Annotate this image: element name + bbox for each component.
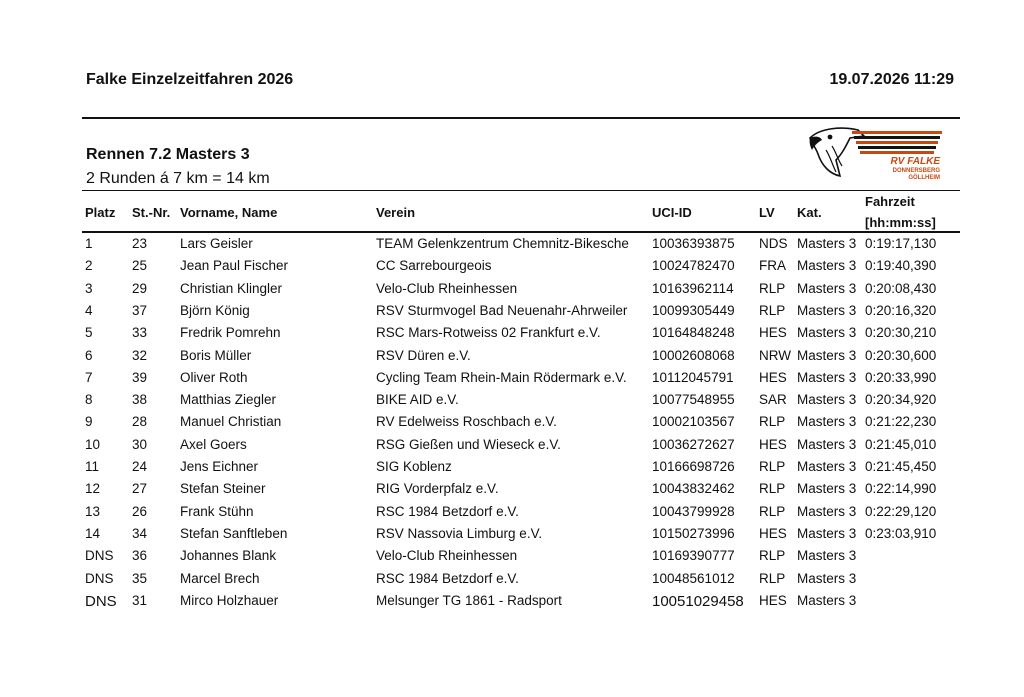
cell-platz: 9	[85, 414, 93, 430]
table-row	[0, 370, 1024, 392]
column-header-time-line1: Fahrzeit	[865, 194, 915, 209]
cell-platz: DNS	[85, 548, 114, 564]
cell-stnr: 36	[132, 548, 148, 564]
cell-platz: DNS	[85, 592, 117, 610]
cell-name: Björn König	[180, 302, 250, 318]
cell-stnr: 34	[132, 525, 148, 541]
cell-kat: Masters 3	[797, 503, 857, 519]
cell-time: 0:19:40,390	[865, 258, 937, 274]
cell-platz: 7	[85, 369, 93, 385]
cell-platz: 11	[85, 459, 100, 474]
cell-stnr: 31	[132, 592, 148, 608]
eagle-head-shape	[810, 128, 864, 176]
cell-uci: 10099305449	[652, 302, 735, 318]
cell-kat: Masters 3	[797, 258, 857, 274]
cell-uci: 10048561012	[652, 570, 735, 586]
column-header-stnr: St.-Nr.	[132, 205, 171, 220]
cell-uci: 10166698726	[652, 459, 735, 474]
table-row	[0, 459, 1024, 481]
cell-name: Jean Paul Fischer	[180, 258, 289, 274]
cell-uci: 10036393875	[652, 236, 735, 251]
cell-uci: 10024782470	[652, 258, 735, 274]
cell-verein: RV Edelweiss Roschbach e.V.	[376, 414, 557, 430]
cell-uci: 10164848248	[652, 325, 735, 341]
cell-stnr: 27	[132, 481, 148, 497]
cell-kat: Masters 3	[797, 280, 857, 296]
document-title: Falke Einzelzeitfahren 2026	[86, 71, 294, 88]
table-row	[0, 258, 1024, 280]
cell-lv: RLP	[759, 548, 786, 564]
cell-platz: 3	[85, 280, 93, 296]
cell-name: Jens Eichner	[180, 459, 259, 474]
cell-kat: Masters 3	[797, 325, 857, 341]
cell-uci: 10163962114	[652, 280, 734, 296]
cell-uci: 10077548955	[652, 392, 735, 408]
cell-name: Matthias Ziegler	[180, 392, 277, 408]
logo-stripe-5	[860, 151, 934, 154]
logo-stripe-3	[856, 141, 938, 144]
table-row	[0, 526, 1024, 548]
cell-time: 0:21:45,450	[865, 459, 937, 474]
column-header-kat: Kat.	[797, 205, 822, 220]
cell-uci: 10051029458	[652, 592, 744, 610]
logo-text-main: RV FALKE	[890, 156, 940, 167]
cell-lv: RLP	[759, 459, 786, 474]
cell-name: Marcel Brech	[180, 570, 260, 586]
cell-name: Manuel Christian	[180, 414, 282, 430]
cell-uci: 10169390777	[652, 548, 735, 564]
cell-time: 0:20:30,600	[865, 347, 937, 363]
cell-kat: Masters 3	[797, 570, 857, 586]
cell-stnr: 35	[132, 570, 148, 586]
cell-kat: Masters 3	[797, 369, 857, 385]
cell-verein: RSG Gießen und Wieseck e.V.	[376, 436, 561, 452]
cell-lv: HES	[759, 525, 787, 541]
cell-stnr: 24	[132, 459, 148, 474]
cell-kat: Masters 3	[797, 592, 857, 608]
table-header-bottom-rule	[82, 231, 960, 233]
cell-time: 0:21:22,230	[865, 414, 937, 430]
cell-name: Stefan Steiner	[180, 481, 266, 497]
cell-name: Johannes Blank	[180, 548, 277, 564]
cell-verein: Velo-Club Rheinhessen	[376, 280, 518, 296]
table-row	[0, 593, 1024, 615]
cell-verein: Velo-Club Rheinhessen	[376, 548, 518, 564]
logo-stripe-2	[854, 136, 940, 139]
cell-stnr: 32	[132, 347, 148, 363]
cell-uci: 10002103567	[652, 414, 735, 430]
cell-name: Axel Goers	[180, 436, 247, 452]
cell-lv: RLP	[759, 302, 786, 318]
table-row	[0, 504, 1024, 526]
column-header-name: Vorname, Name	[180, 205, 278, 220]
cell-verein: TEAM Gelenkzentrum Chemnitz-Bikesche	[376, 236, 629, 251]
table-row	[0, 392, 1024, 414]
cell-kat: Masters 3	[797, 459, 857, 474]
cell-lv: HES	[759, 436, 787, 452]
cell-uci: 10002608068	[652, 347, 735, 363]
cell-platz: 14	[85, 525, 101, 541]
table-row	[0, 571, 1024, 593]
table-row	[0, 303, 1024, 325]
cell-platz: 13	[85, 503, 101, 519]
column-header-time-line2: [hh:mm:ss]	[865, 215, 936, 230]
cell-stnr: 38	[132, 392, 148, 408]
cell-time: 0:22:14,990	[865, 481, 937, 497]
cell-platz: 2	[85, 258, 93, 274]
cell-kat: Masters 3	[797, 347, 857, 363]
cell-verein: RSV Düren e.V.	[376, 347, 471, 363]
cell-name: Boris Müller	[180, 347, 252, 363]
table-row	[0, 281, 1024, 303]
cell-verein: Cycling Team Rhein-Main Rödermark e.V.	[376, 369, 627, 385]
cell-verein: RSC Mars-Rotweiss 02 Frankfurt e.V.	[376, 325, 601, 341]
cell-time: 0:19:17,130	[865, 236, 937, 251]
cell-stnr: 26	[132, 503, 148, 519]
cell-kat: Masters 3	[797, 392, 857, 408]
cell-platz: 1	[85, 236, 93, 251]
cell-platz: 10	[85, 436, 101, 452]
cell-time: 0:22:29,120	[865, 503, 937, 519]
cell-time: 0:20:16,320	[865, 302, 937, 318]
cell-time: 0:20:34,920	[865, 392, 937, 408]
cell-lv: HES	[759, 369, 787, 385]
cell-kat: Masters 3	[797, 548, 857, 564]
cell-platz: 12	[85, 481, 101, 497]
logo-stripe-1	[852, 131, 942, 134]
table-row	[0, 437, 1024, 459]
table-row	[0, 481, 1024, 503]
cell-time: 0:20:30,210	[865, 325, 937, 341]
cell-stnr: 29	[132, 280, 148, 296]
column-header-lv: LV	[759, 205, 775, 220]
table-header-top-rule	[82, 190, 960, 191]
cell-uci: 10112045791	[652, 369, 734, 385]
cell-stnr: 37	[132, 302, 148, 318]
cell-verein: CC Sarrebourgeois	[376, 258, 492, 274]
cell-stnr: 30	[132, 436, 148, 452]
logo-text-sub2: GÖLLHEIM	[908, 175, 940, 181]
cell-uci: 10043799928	[652, 503, 735, 519]
cell-name: Fredrik Pomrehn	[180, 325, 281, 341]
cell-lv: HES	[759, 325, 787, 341]
table-row	[0, 414, 1024, 436]
cell-verein: Melsunger TG 1861 - Radsport	[376, 592, 562, 608]
cell-name: Frank Stühn	[180, 503, 254, 519]
cell-verein: RSV Nassovia Limburg e.V.	[376, 525, 543, 541]
cell-verein: RSC 1984 Betzdorf e.V.	[376, 570, 519, 586]
cell-kat: Masters 3	[797, 525, 857, 541]
top-divider	[82, 117, 960, 119]
cell-lv: RLP	[759, 503, 786, 519]
cell-kat: Masters 3	[797, 414, 857, 430]
cell-name: Mirco Holzhauer	[180, 592, 279, 608]
cell-platz: 6	[85, 347, 93, 363]
race-distance: 2 Runden á 7 km = 14 km	[86, 170, 270, 187]
cell-kat: Masters 3	[797, 436, 857, 452]
table-row	[0, 236, 1024, 258]
cell-uci: 10036272627	[652, 436, 735, 452]
cell-lv: HES	[759, 592, 787, 608]
cell-verein: RSC 1984 Betzdorf e.V.	[376, 503, 519, 519]
cell-name: Stefan Sanftleben	[180, 525, 288, 541]
cell-stnr: 28	[132, 414, 148, 430]
column-header-verein: Verein	[376, 205, 416, 220]
cell-lv: RLP	[759, 481, 786, 497]
logo-stripe-4	[858, 146, 936, 149]
cell-name: Oliver Roth	[180, 369, 248, 385]
cell-kat: Masters 3	[797, 236, 857, 251]
cell-verein: SIG Koblenz	[376, 459, 452, 474]
logo-text-sub1: DONNERSBERG	[892, 168, 940, 174]
cell-lv: NRW	[759, 347, 791, 363]
table-row	[0, 348, 1024, 370]
cell-verein: RIG Vorderpfalz e.V.	[376, 481, 499, 497]
cell-platz: 5	[85, 325, 93, 341]
cell-platz: 4	[85, 302, 93, 318]
eagle-eye-shape	[828, 135, 833, 140]
cell-lv: RLP	[759, 414, 786, 430]
cell-stnr: 23	[132, 236, 148, 251]
table-row	[0, 325, 1024, 347]
cell-stnr: 25	[132, 258, 148, 274]
cell-name: Lars Geisler	[180, 236, 253, 251]
cell-uci: 10150273996	[652, 525, 735, 541]
cell-stnr: 33	[132, 325, 148, 341]
cell-lv: RLP	[759, 280, 786, 296]
cell-stnr: 39	[132, 369, 148, 385]
cell-uci: 10043832462	[652, 481, 735, 497]
cell-time: 0:20:33,990	[865, 369, 937, 385]
table-row	[0, 548, 1024, 570]
cell-kat: Masters 3	[797, 302, 857, 318]
cell-lv: RLP	[759, 570, 786, 586]
cell-time: 0:23:03,910	[865, 525, 937, 541]
cell-time: 0:20:08,430	[865, 280, 937, 296]
race-title: Rennen 7.2 Masters 3	[86, 146, 250, 163]
cell-platz: DNS	[85, 570, 114, 586]
cell-time: 0:21:45,010	[865, 436, 937, 452]
document-datetime: 19.07.2026 11:29	[829, 71, 954, 88]
rv-falke-logo-icon	[806, 124, 946, 186]
cell-lv: FRA	[759, 258, 786, 274]
cell-name: Christian Klingler	[180, 280, 283, 296]
cell-lv: SAR	[759, 392, 787, 408]
cell-verein: BIKE AID e.V.	[376, 392, 459, 408]
cell-kat: Masters 3	[797, 481, 857, 497]
column-header-uci: UCI-ID	[652, 205, 692, 220]
cell-verein: RSV Sturmvogel Bad Neuenahr-Ahrweiler	[376, 302, 628, 318]
column-header-platz: Platz	[85, 205, 116, 220]
cell-platz: 8	[85, 392, 93, 408]
cell-lv: NDS	[759, 236, 788, 251]
